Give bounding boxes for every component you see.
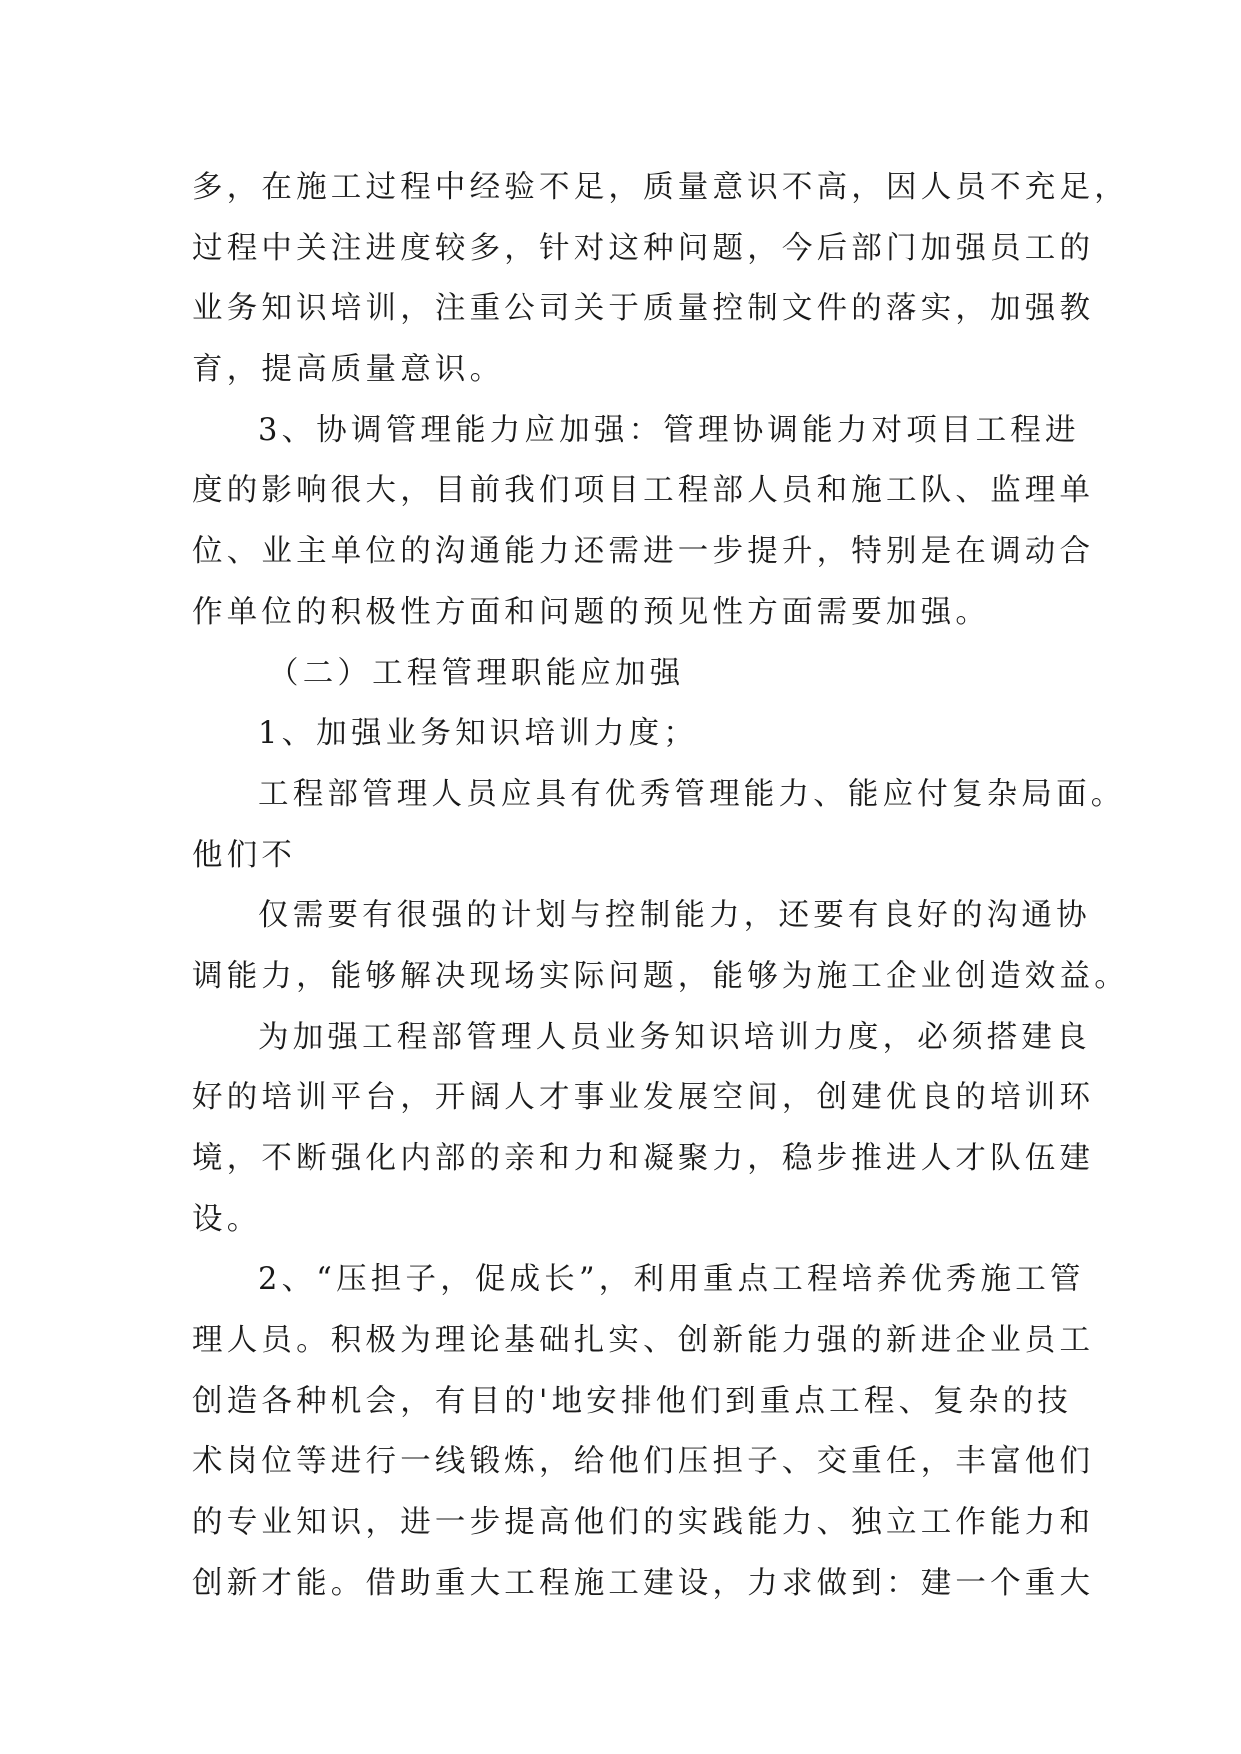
text-line: 作单位的积极性方面和问题的预见性方面需要加强。: [192, 594, 991, 630]
text-line: 调能力，能够解决现场实际问题，能够为施工企业创造效益。: [192, 958, 1129, 994]
document-body: [192, 158, 1129, 1615]
text-line: 仅需要有很强的计划与控制能力，还要有良好的沟通协: [258, 898, 1091, 934]
text-line: 的专业知识，进一步提高他们的实践能力、独立工作能力和: [192, 1505, 1095, 1541]
text-line: 1、加强业务知识培训力度；: [258, 716, 699, 752]
text-line: 术岗位等进行一线锻炼，给他们压担子、交重任，丰富他们: [192, 1444, 1095, 1480]
text-line: 他们不: [192, 837, 297, 873]
text-line: 理人员。积极为理论基础扎实、创新能力强的新进企业员工: [192, 1323, 1095, 1359]
text-line: 工程部管理人员应具有优秀管理能力、能应付复杂局面。: [258, 776, 1126, 812]
text-line: 位、业主单位的沟通能力还需进一步提升，特别是在调动合: [192, 534, 1095, 570]
text-line: （二）工程管理职能应加强: [268, 655, 685, 691]
text-line: 为加强工程部管理人员业务知识培训力度，必须搭建良: [258, 1019, 1091, 1055]
text-line: 境，不断强化内部的亲和力和凝聚力，稳步推进人才队伍建: [192, 1141, 1095, 1176]
text-line: 设。: [192, 1201, 262, 1237]
text-line: 3、协调管理能力应加强：管理协调能力对项目工程进: [258, 412, 1080, 448]
text-line: 育，提高质量意识。: [192, 352, 505, 388]
text-line: 创造各种机会，有目的'地安排他们到重点工程、复杂的技: [192, 1383, 1073, 1419]
text-line: 过程中关注进度较多，针对这种问题，今后部门加强员工的: [192, 230, 1095, 266]
text-line: 2、“压担子，促成长”，利用重点工程培养优秀施工管: [258, 1262, 1085, 1298]
text-line: 好的培训平台，开阔人才事业发展空间，创建优良的培训环: [192, 1080, 1095, 1116]
text-line: 业务知识培训，注重公司关于质量控制文件的落实，加强教: [192, 291, 1095, 327]
text-line: 度的影响很大，目前我们项目工程部人员和施工队、监理单: [192, 473, 1095, 509]
text-line: 创新才能。借助重大工程施工建设，力求做到：建一个重大: [192, 1565, 1095, 1601]
text-line: 多，在施工过程中经验不足，质量意识不高，因人员不充足，: [192, 170, 1129, 205]
